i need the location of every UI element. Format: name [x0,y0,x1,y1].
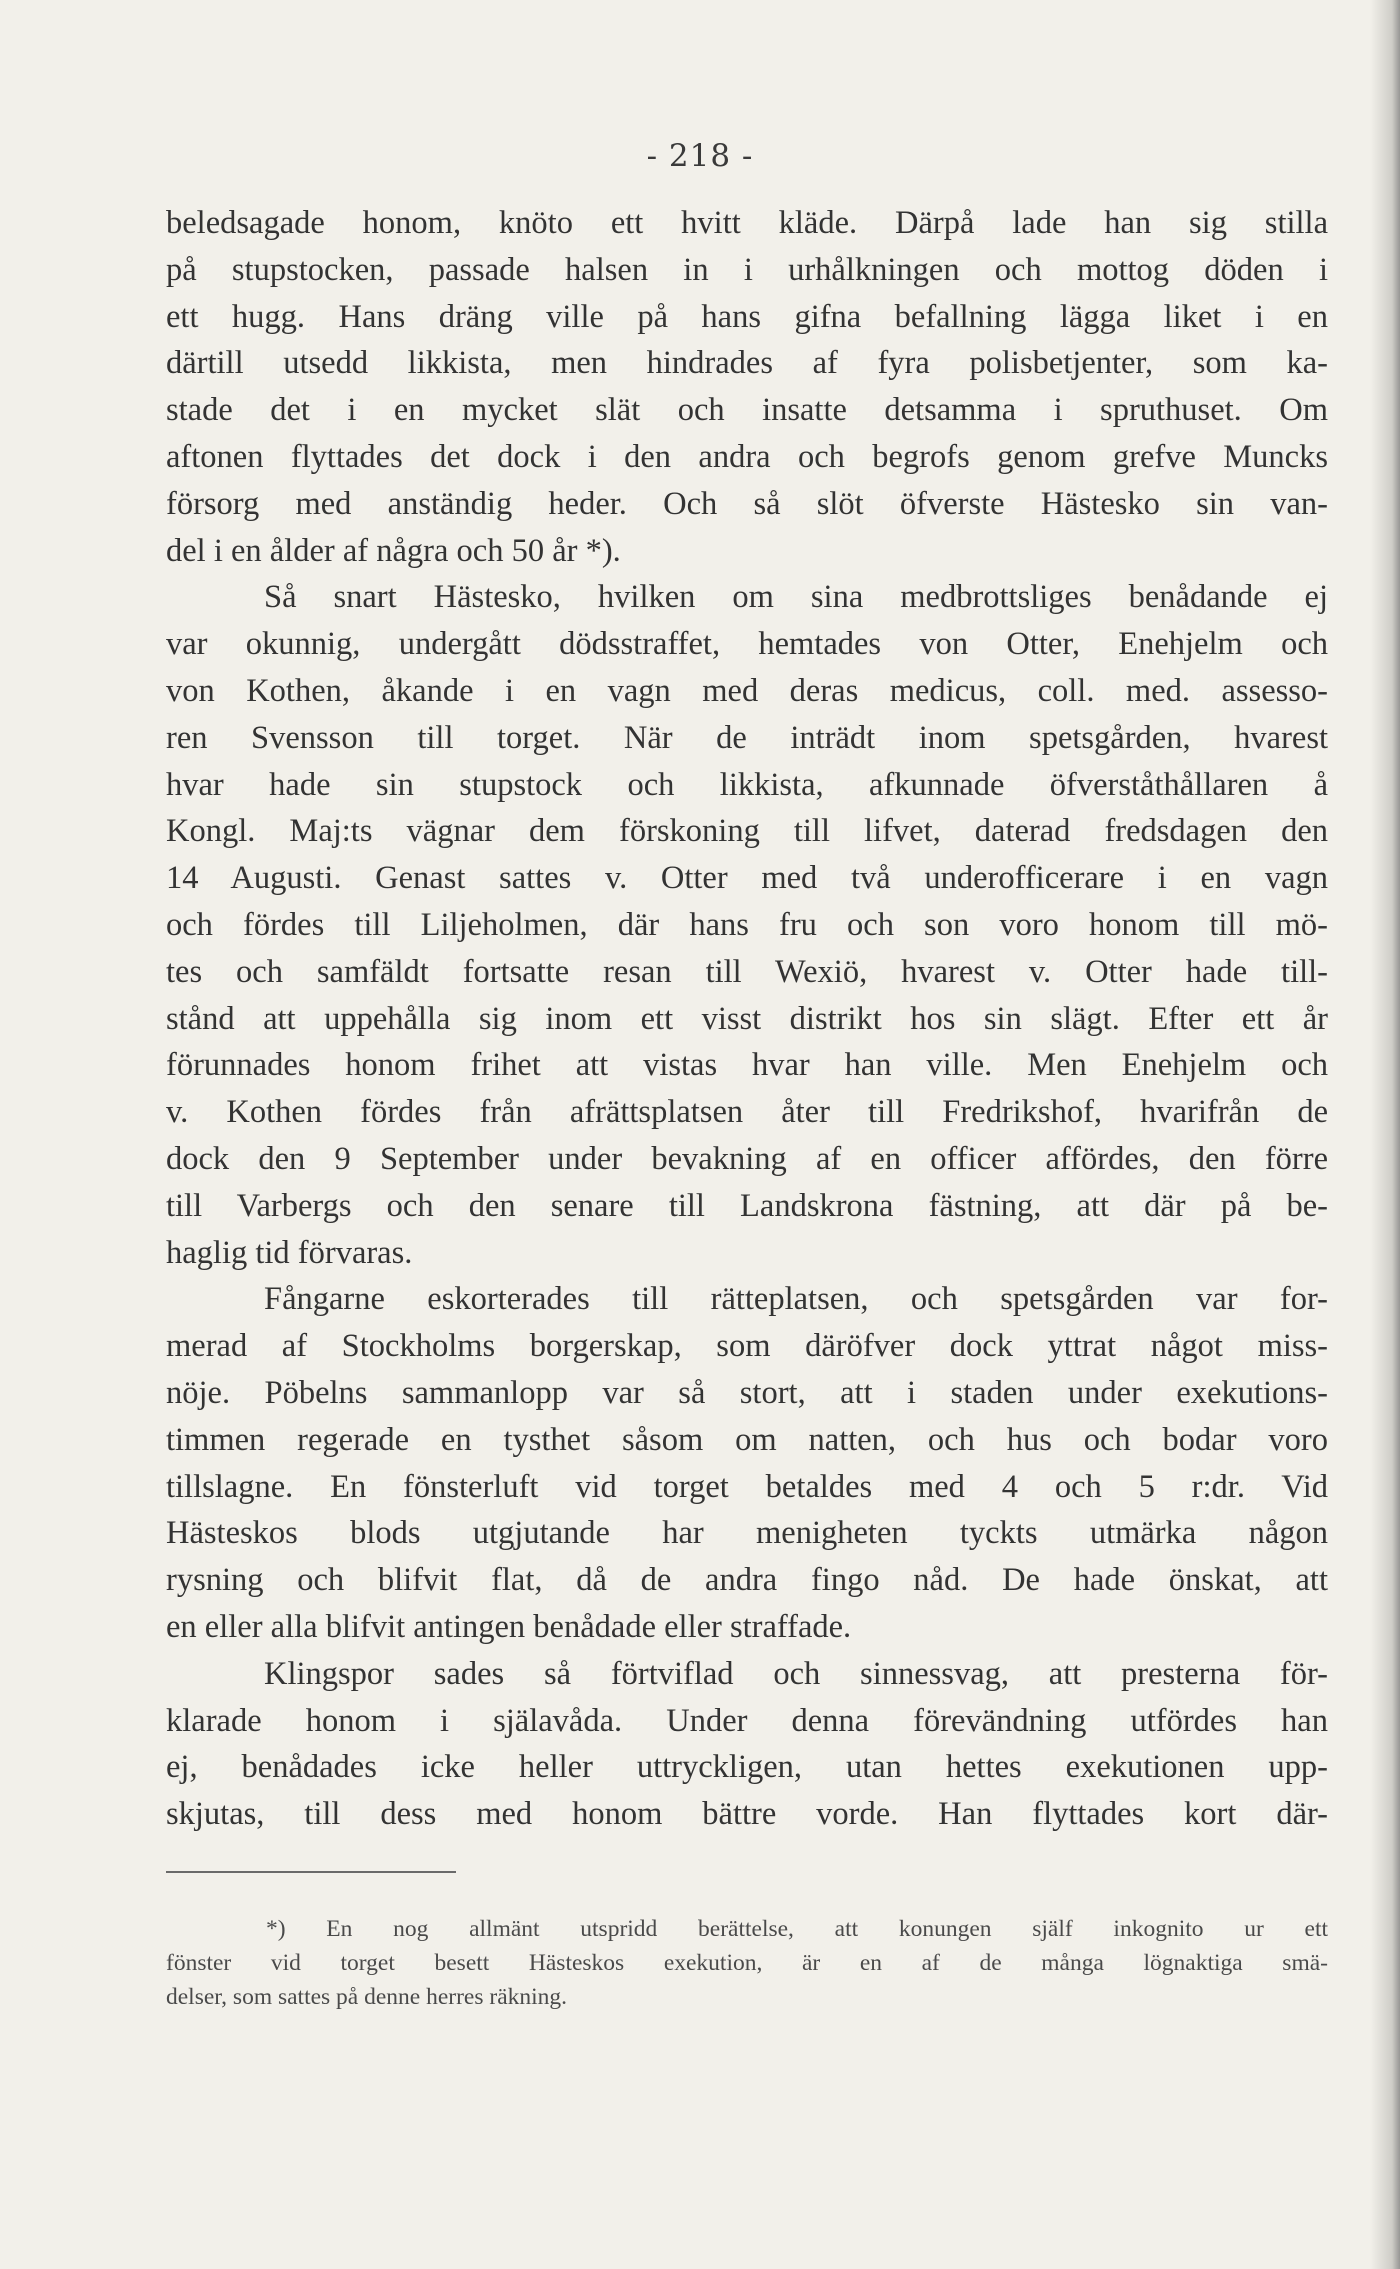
text-line: merad af Stockholms borgerskap, som däröfver dock yttrat något miss- [166,1328,1328,1365]
text-line: var okunnig, undergått dödsstraffet, hemtades von Otter, Enehjelm och [166,626,1328,663]
text-line: en eller alla blifvit antingen benådade eller straffade. [166,1608,852,1645]
text-line: stade det i en mycket slät och insatte detsamma i spruthuset. Om [166,392,1328,429]
text-line: klarade honom i själavåda. Under denna förevändning utfördes han [166,1702,1328,1739]
text-line: 14 Augusti. Genast sattes v. Otter med två underofficerare i en vagn [166,860,1328,897]
text-line: Hästeskos blods utgjutande har menigheten tyckts utmärka någon [166,1515,1328,1552]
text-line: och fördes till Liljeholmen, där hans fru och son voro honom till mö- [166,906,1328,943]
text-line: Så snart Hästesko, hvilken om sina medbrottsliges benådande ej [264,579,1328,616]
footnote [166,1912,1328,2014]
text-line: förunnades honom frihet att vistas hvar han ville. Men Enehjelm och [166,1047,1328,1084]
page-number: - 218 - [646,138,754,174]
text-line: ej, benådades icke heller uttryckligen, utan hettes exekutionen upp- [166,1749,1328,1786]
text-line: aftonen flyttades det dock i den andra och begrofs genom grefve Muncks [166,438,1328,475]
text-line: Kongl. Maj:ts vägnar dem förskoning till lifvet, daterad fredsdagen den [166,813,1328,850]
text-line: tillslagne. En fönsterluft vid torget betaldes med 4 och 5 r:dr. Vid [166,1468,1328,1505]
text-line: skjutas, till dess med honom bättre vorde. Han flyttades kort där- [166,1796,1328,1833]
text-line: försorg med anständig heder. Och så slöt öfverste Hästesko sin van- [166,485,1328,522]
text-line: nöje. Pöbelns sammanlopp var så stort, att i staden under exekutions- [166,1374,1328,1411]
footnote-line: *) En nog allmänt utspridd berättelse, att konungen själf inkognito ur ett [266,1916,1328,1942]
text-line: timmen regerade en tysthet såsom om natten, och hus och bodar voro [166,1421,1328,1458]
text-line: på stupstocken, passade halsen in i urhålkningen och mottog döden i [166,251,1328,288]
text-line: haglig tid förvaras. [166,1234,413,1271]
text-line: dock den 9 September under bevakning af en officer affördes, den förre [166,1140,1328,1177]
text-line: Fångarne eskorterades till rätteplatsen, och spetsgården var for- [264,1281,1328,1318]
text-line: Klingspor sades så förtviflad och sinnessvag, att presterna för- [264,1655,1328,1692]
text-line: därtill utsedd likkista, men hindrades af fyra polisbetjenter, som ka- [166,345,1328,382]
text-line: v. Kothen fördes från afrättsplatsen åter till Fredrikshof, hvarifrån de [166,1094,1328,1131]
footnote-divider [166,1871,456,1873]
text-line: beledsagade honom, knöto ett hvitt kläde. Därpå lade han sig stilla [166,205,1328,241]
footnote-line: fönster vid torget besett Hästeskos exekution, är en af de många lögnaktiga smä- [166,1950,1328,1976]
footnote-line: delser, som sattes på denne herres räkning. [166,1984,568,2010]
text-line: rysning och blifvit flat, då de andra fingo nåd. De hade önskat, att [166,1562,1328,1599]
text-line: von Kothen, åkande i en vagn med deras medicus, coll. med. assesso- [166,672,1328,709]
text-line: del i en ålder af några och 50 år *). [166,532,621,569]
text-line: tes och samfäldt fortsatte resan till Wexiö, hvarest v. Otter hade till- [166,953,1328,990]
text-line: ren Svensson till torget. När de inträdt inom spetsgården, hvarest [166,719,1328,756]
text-line: ett hugg. Hans dräng ville på hans gifna befallning lägga liket i en [166,298,1328,335]
text-line: stånd att uppehålla sig inom ett visst distrikt hos sin slägt. Efter ett år [166,1000,1328,1037]
text-line: hvar hade sin stupstock och likkista, afkunnade öfverståthållaren å [166,766,1328,803]
text-line: till Varbergs och den senare till Landskrona fästning, att där på be- [166,1187,1328,1224]
body-text [166,200,1328,1838]
